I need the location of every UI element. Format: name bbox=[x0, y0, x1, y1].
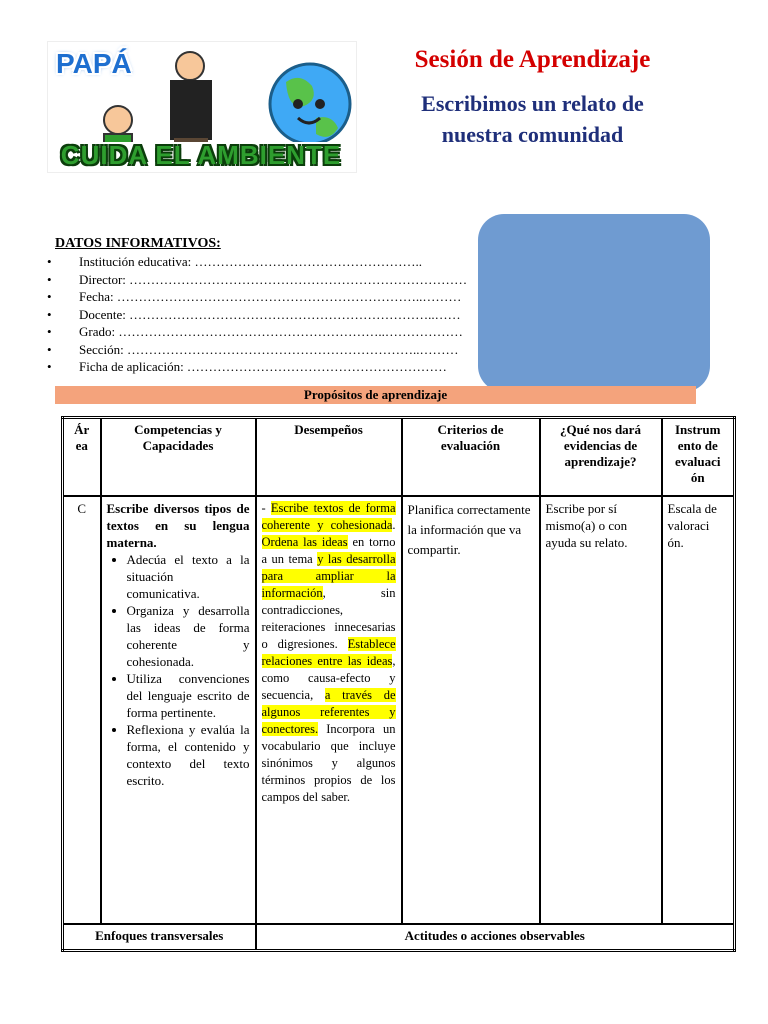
datos-item-institucion: • Institución educativa: …………………………………………….. bbox=[47, 253, 487, 271]
desempeno-highlight-4: Establece relaciones entre las ideas bbox=[261, 637, 396, 668]
datos-list bbox=[47, 253, 487, 376]
header-instrumento: Instrum ento de evaluaci ón bbox=[662, 418, 735, 497]
desempeno-highlight-2: Ordena las ideas bbox=[261, 535, 348, 549]
desempeno-highlight-3: y las desarrolla para ampliar la información bbox=[261, 552, 396, 600]
header-competencias: Competencias y Capacidades bbox=[101, 418, 256, 497]
desempeno-text-4: , como causa-efecto y secuencia, bbox=[261, 654, 396, 702]
logo-image bbox=[47, 41, 357, 173]
capacidades-list bbox=[107, 551, 250, 789]
desempeno-text-3: , sin contradicciones, reiteraciones innecesarias o digresiones. bbox=[261, 586, 396, 651]
cell-competencias bbox=[101, 496, 256, 924]
cell-instrumento: Escala de valoraci ón. bbox=[662, 496, 735, 924]
competencia-title: Escribe diversos tipos de textos en su lengua materna. bbox=[106, 501, 250, 550]
table-row bbox=[63, 496, 735, 924]
capacidad-item: • Reflexiona y evalúa la forma, el contenido y contexto del texto escrito. bbox=[127, 721, 250, 789]
datos-item-ficha: • Ficha de aplicación: …………………………………………………… bbox=[47, 358, 487, 376]
desempeno-highlight-1: Escribe textos de forma coherente y cohesionada bbox=[261, 501, 396, 532]
session-subtitle bbox=[370, 88, 695, 150]
desempeno-text-2: en torno a un tema bbox=[261, 535, 396, 566]
desempeno-text-1: . bbox=[392, 518, 396, 532]
desempeno-text-5: Incorpora un vocabulario que incluye sinónimos y algunos términos propios de los campos del saber. bbox=[261, 722, 396, 804]
datos-heading: DATOS INFORMATIVOS: bbox=[55, 236, 221, 251]
datos-item-grado: • Grado: ……………………………………………………..……………… bbox=[47, 323, 487, 341]
datos-item-director: • Director: …………………………………………………………………… bbox=[47, 271, 487, 289]
table-footer-row bbox=[63, 924, 735, 951]
desempeno-dash: - bbox=[261, 501, 271, 515]
capacidad-item: • Utiliza convenciones del lenguaje escrito de forma pertinente. bbox=[127, 670, 250, 721]
desempeno-highlight-5: a través de algunos referentes y conectores. bbox=[261, 688, 396, 736]
header-desempenos: Desempeños bbox=[256, 418, 402, 497]
session-title: Sesión de Aprendizaje bbox=[414, 46, 651, 73]
header-evidencias: ¿Qué nos dará evidencias de aprendizaje? bbox=[540, 418, 662, 497]
learning-table bbox=[61, 416, 736, 952]
logo-banner: CUIDA EL AMBIENTE bbox=[50, 142, 352, 168]
datos-item-fecha: • Fecha: ……………………………………………………………..……… bbox=[47, 288, 487, 306]
subtitle-line-2: nuestra comunidad bbox=[441, 122, 624, 147]
datos-item-docente: • Docente: ……………………………………………………………..…… bbox=[47, 306, 487, 324]
subtitle-line-1: Escribimos un relato de bbox=[421, 91, 644, 116]
capacidad-item: • Adecúa el texto a la situación comunicativa. bbox=[127, 551, 250, 602]
table-header-row bbox=[63, 418, 735, 497]
footer-enfoques: Enfoques transversales bbox=[63, 924, 256, 951]
datos-informativos bbox=[47, 236, 487, 376]
header-area: Ár ea bbox=[63, 418, 101, 497]
capacidad-item: • Organiza y desarrolla las ideas de forma coherente y cohesionada. bbox=[127, 602, 250, 670]
blue-rounded-box bbox=[478, 214, 710, 392]
cell-evidencias: Escribe por sí mismo(a) o con ayuda su relato. bbox=[540, 496, 662, 924]
cell-desempenos bbox=[256, 496, 402, 924]
propositos-bar: Propósitos de aprendizaje bbox=[55, 386, 696, 404]
cell-criterios: Planifica correctamente la información que va compartir. bbox=[402, 496, 540, 924]
footer-actitudes: Actitudes o acciones observables bbox=[256, 924, 735, 951]
cell-area: C bbox=[63, 496, 101, 924]
header-criterios: Criterios de evaluación bbox=[402, 418, 540, 497]
datos-item-seccion: • Sección: …………………………………………………………..……… bbox=[47, 341, 487, 359]
logo-papa-text: PAPÁ bbox=[56, 48, 132, 79]
